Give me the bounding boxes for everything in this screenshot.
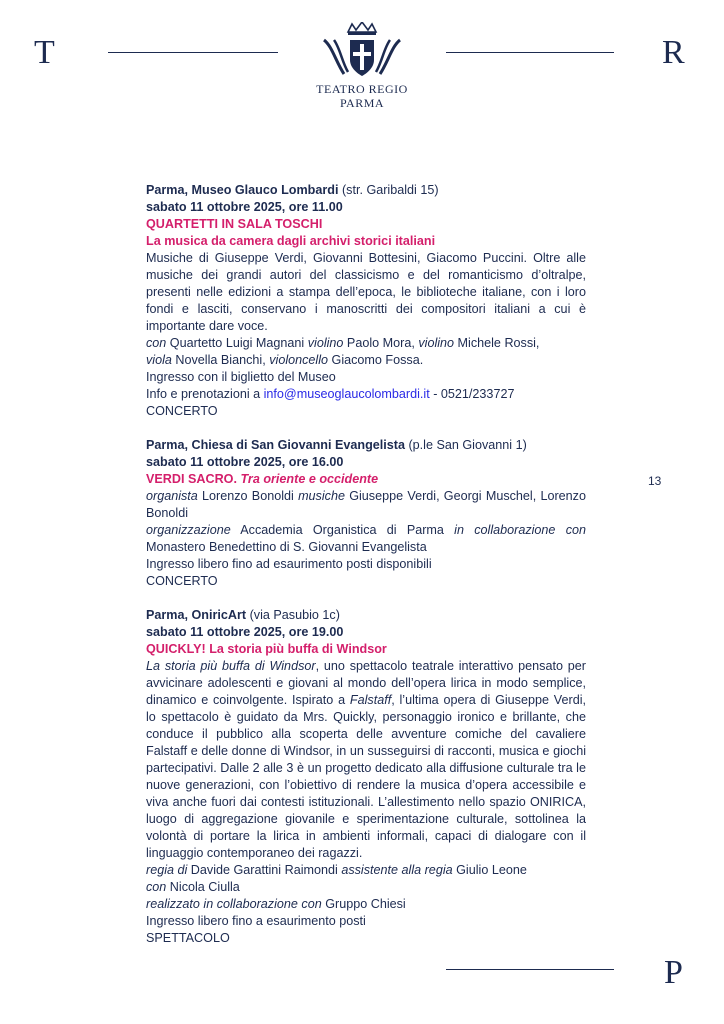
info-prefix: Info e prenotazioni a	[146, 387, 264, 401]
page-number: 13	[648, 474, 662, 488]
info-phone: - 0521/233727	[429, 387, 515, 401]
event-category: CONCERTO	[146, 574, 218, 588]
credit-name: Novella Bianchi,	[171, 353, 270, 367]
crown-shield-icon	[318, 22, 406, 82]
desc-italic: La storia più buffa di Windsor	[146, 659, 316, 673]
credit-name: Giulio Leone	[452, 863, 527, 877]
credit-role: in collaborazione con	[454, 523, 586, 537]
info-email-link[interactable]: info@museoglaucolombardi.it	[263, 387, 430, 401]
header-rule-left	[108, 52, 278, 53]
event-museo-glauco-lombardi	[146, 182, 586, 420]
credit-role: assistente alla regia	[341, 863, 453, 877]
event-credits	[146, 862, 586, 879]
event-address: (str. Garibaldi 15)	[338, 183, 439, 197]
footer-letter: P	[664, 954, 683, 991]
credit-name: Accademia Organistica di Parma	[230, 523, 455, 537]
header-rule-right	[446, 52, 614, 53]
logo-line1: TEATRO REGIO	[316, 82, 408, 96]
event-title	[146, 471, 586, 488]
credit-role: viola	[146, 353, 172, 367]
credit-role: violino	[307, 336, 344, 350]
event-credits	[146, 488, 586, 522]
credit-name: Monastero Benedettino di S. Giovanni Evangelista	[146, 540, 427, 554]
credit-role: violino	[418, 336, 455, 350]
credit-name: Michele Rossi,	[454, 336, 540, 350]
event-venue-line	[146, 182, 586, 199]
event-cast	[146, 879, 586, 896]
credit-role: violoncello	[269, 353, 329, 367]
credit-name: Giuseppe Verdi, Georgi Muschel, Lorenzo Bonoldi	[146, 489, 586, 520]
credit-role: organista	[146, 489, 198, 503]
event-organization	[146, 522, 586, 556]
event-chiesa-san-giovanni	[146, 437, 586, 590]
event-date: sabato 11 ottobre 2025, ore 16.00	[146, 455, 344, 469]
event-category: CONCERTO	[146, 404, 218, 418]
credit-name: Nicola Ciulla	[166, 880, 240, 894]
event-credits	[146, 335, 586, 369]
event-address: (p.le San Giovanni 1)	[404, 438, 527, 452]
event-oniricart	[146, 607, 586, 947]
event-venue: Parma, Chiesa di San Giovanni Evangelista	[146, 438, 405, 452]
event-entry: Ingresso libero fino a esaurimento posti	[146, 914, 366, 928]
credit-role: realizzato in collaborazione con	[146, 897, 322, 911]
event-subtitle: La musica da camera dagli archivi storici italiani	[146, 234, 436, 248]
event-description	[146, 658, 586, 862]
event-category: SPETTACOLO	[146, 931, 230, 945]
credit-name: Davide Garattini Raimondi	[187, 863, 342, 877]
header-letter-left: T	[34, 34, 55, 71]
event-entry: Ingresso con il biglietto del Museo	[146, 370, 336, 384]
events-content	[146, 182, 586, 947]
event-title-main: VERDI SACRO.	[146, 472, 241, 486]
credit-name: Lorenzo Bonoldi	[197, 489, 299, 503]
credit-name: Quartetto Luigi Magnani	[166, 336, 308, 350]
desc-italic: Falstaff	[349, 693, 392, 707]
event-title: QUARTETTI IN SALA TOSCHI	[146, 217, 323, 231]
event-venue: Parma, OniricArt	[146, 608, 247, 622]
credit-role: musiche	[298, 489, 345, 503]
credit-role: regia di	[146, 863, 188, 877]
desc-text: , l’ultima opera di Giuseppe Verdi, lo spettacolo è guidato da Mrs. Quickly, personaggio ironico e brillante, che conduce il pubblico alla scoperta delle avventure comiche del cavaliere Falstaff e delle donne di Windsor, in un susseguirsi di racconti, musica e giochi partecipativi. Dalle 2 alle 3 è un progetto dedicato alla diffusione culturale tra le nuove generazioni, con l’obiettivo di rendere la musica d’opera accessibile e viva anche fuori dai contesti istituzionali. L’allestimento nello spazio ONIRICA, luogo di aggregazione giovanile e sperimentazione culturale, sottolinea la volontà di portare la lirica in ambienti informali, capaci di dialogare con il linguaggio contemporaneo dei ragazzi.	[146, 693, 586, 860]
event-venue-line	[146, 607, 586, 624]
desc-text: , uno spettacolo teatrale interattivo pensato per avvicinare adolescenti e giovani al mondo dell’opera lirica in modo semplice, dinamico e coinvolgente. Ispirato a	[146, 659, 586, 707]
event-title: QUICKLY! La storia più buffa di Windsor	[146, 642, 387, 656]
event-description: Musiche di Giuseppe Verdi, Giovanni Bottesini, Giacomo Puccini. Oltre alle musiche dei grandi autori del classicismo e del romanticismo d’oltralpe, presenti nelle edizioni a stampa dell’epoca, le biblioteche italiane, con i loro fondi e lasciti, conservano i manoscritti dei compositori italiani a cui è importante dare voce.	[146, 251, 586, 333]
event-date: sabato 11 ottobre 2025, ore 19.00	[146, 625, 344, 639]
header-letter-right: R	[662, 34, 685, 71]
event-venue-line	[146, 437, 586, 454]
event-entry: Ingresso libero fino ad esaurimento posti disponibili	[146, 557, 432, 571]
event-venue: Parma, Museo Glauco Lombardi	[146, 183, 339, 197]
event-info	[146, 386, 586, 403]
credit-name: Giacomo Fossa.	[328, 353, 424, 367]
event-address: (via Pasubio 1c)	[246, 608, 340, 622]
event-date: sabato 11 ottobre 2025, ore 11.00	[146, 200, 343, 214]
credit-role: con	[146, 880, 167, 894]
footer-rule	[446, 969, 614, 970]
logo-line2: PARMA	[339, 96, 385, 110]
event-production	[146, 896, 586, 913]
credit-role: con	[146, 336, 167, 350]
event-title-italic: Tra oriente e occidente	[240, 472, 379, 486]
credit-name: Gruppo Chiesi	[321, 897, 406, 911]
credit-name: Paolo Mora,	[343, 336, 419, 350]
credit-role: organizzazione	[146, 523, 231, 537]
